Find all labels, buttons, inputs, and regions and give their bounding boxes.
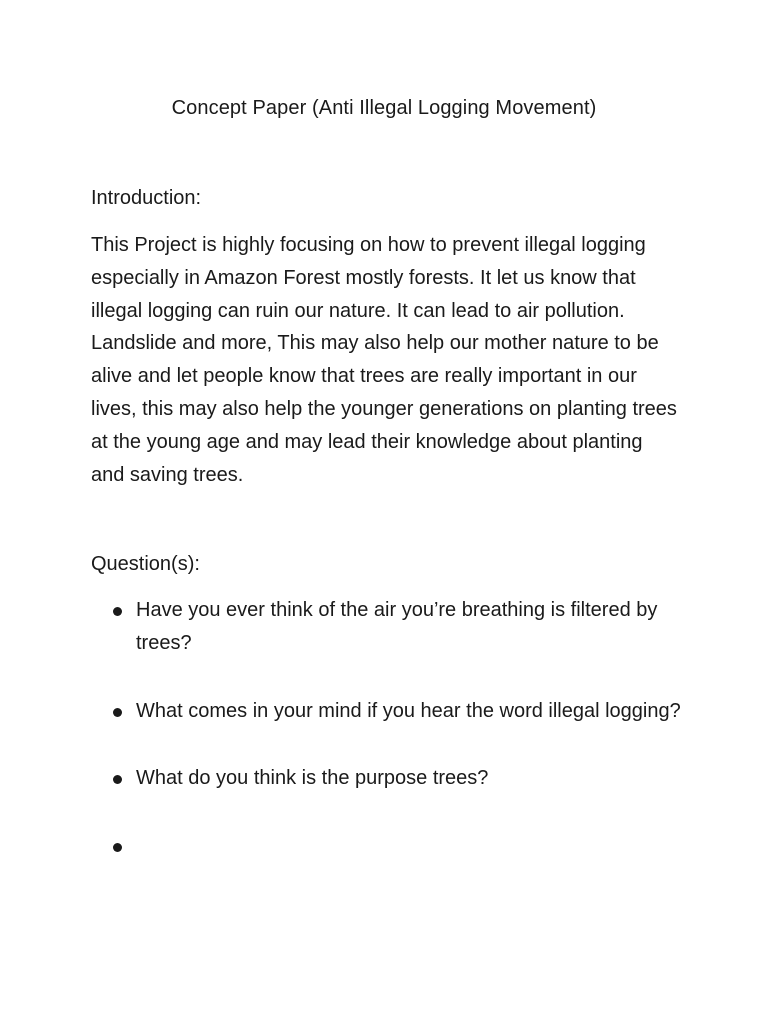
- document-title: Concept Paper (Anti Illegal Logging Movement): [171, 97, 597, 119]
- question-item: [91, 594, 691, 660]
- introduction-paragraph: This Project is highly focusing on how to prevent illegal logging especially in Amazon Forest mostly forests. It let us know that illegal logging can ruin our nature. It can lead to air pollution. Landslide and more, This may also help our mother nature to be alive and let people know that trees are really important in our lives, this may also help the younger generations on planting trees at the young age and may lead their knowledge about planting and saving trees.: [91, 234, 677, 486]
- questions-heading: Question(s):: [91, 553, 200, 575]
- questions-list: [91, 594, 691, 898]
- bullet-icon: [113, 708, 122, 717]
- question-text: [136, 830, 691, 863]
- question-text: What do you think is the purpose trees?: [136, 767, 489, 790]
- question-item: [91, 830, 691, 863]
- bullet-icon: [113, 775, 122, 784]
- bullet-icon: [113, 843, 122, 852]
- question-item: [91, 762, 691, 795]
- introduction-heading: Introduction:: [91, 187, 202, 209]
- question-item: [91, 695, 691, 728]
- bullet-icon: [113, 607, 122, 616]
- question-text: Have you ever think of the air you’re breathing is filtered by trees?: [136, 599, 658, 654]
- question-text: What comes in your mind if you hear the word illegal logging?: [136, 699, 681, 722]
